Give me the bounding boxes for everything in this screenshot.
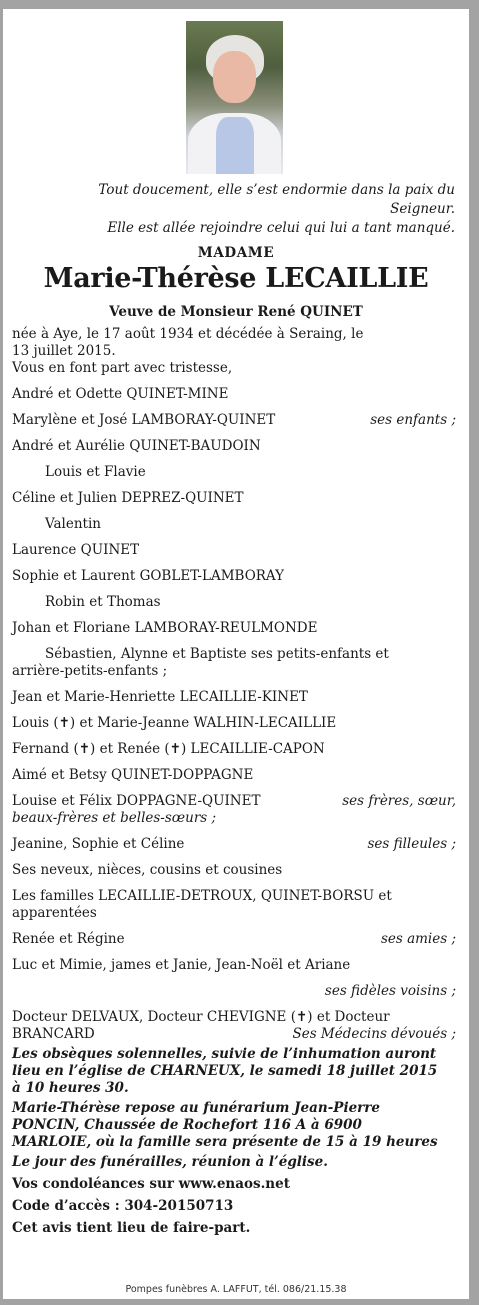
family-line: Docteur DELVAUX, Docteur CHEVIGNE (✝) et Docteur xyxy=(12,1009,390,1025)
funeral-home-footer: Pompes funèbres A. LAFFUT, tél. 086/21.15.38 xyxy=(125,1284,347,1295)
family-row xyxy=(12,836,456,853)
relation-note: Ses Médecins dévoués ; xyxy=(292,1026,456,1042)
funeral-info: lieu en l’église de CHARNEUX, le samedi 18 juillet 2015 xyxy=(12,1063,438,1079)
family-line: Ses neveux, nièces, cousins et cousines xyxy=(12,862,283,878)
family-line: Fernand (✝) et Renée (✝) LECAILLIE-CAPON xyxy=(12,741,325,757)
funeral-info: Marie-Thérèse repose au funérarium Jean-Pierre xyxy=(12,1100,380,1116)
family-row xyxy=(12,412,456,429)
funeral-info: Le jour des funérailles, réunion à l’église. xyxy=(12,1154,328,1170)
funeral-info: MARLOIE, où la famille sera présente de 15 à 19 heures xyxy=(12,1134,438,1150)
relation-note: ses filleules ; xyxy=(367,836,456,852)
family-line: Marylène et José LAMBORAY-QUINET xyxy=(12,412,276,428)
family-line: Jeanine, Sophie et Céline xyxy=(12,836,185,852)
widow-of: Veuve de Monsieur René QUINET xyxy=(109,304,363,320)
family-line: BRANCARD xyxy=(12,1026,95,1042)
family-row xyxy=(12,931,456,948)
birth-death-line: 13 juillet 2015. xyxy=(12,343,116,359)
birth-death-line: née à Aye, le 17 août 1934 et décédée à Seraing, le xyxy=(12,326,364,342)
verse-line: Seigneur. xyxy=(390,201,455,217)
family-line: apparentées xyxy=(12,905,97,921)
condolences-line: Vos condoléances sur www.enaos.net xyxy=(12,1176,290,1192)
portrait-photo xyxy=(186,21,283,174)
family-line: Laurence QUINET xyxy=(12,542,140,558)
notice-body xyxy=(12,326,456,1237)
funeral-info: à 10 heures 30. xyxy=(12,1080,129,1096)
verse-line: Elle est allée rejoindre celui qui lui a tant manqué. xyxy=(107,220,455,236)
family-line: Aimé et Betsy QUINET-DOPPAGNE xyxy=(12,767,254,783)
family-line: Jean et Marie-Henriette LECAILLIE-KINET xyxy=(12,689,308,705)
family-line: Robin et Thomas xyxy=(45,594,161,610)
verse-line: Tout doucement, elle s’est endormie dans la paix du xyxy=(98,182,455,198)
family-row xyxy=(12,793,456,810)
deceased-name: Marie-Thérèse LECAILLIE xyxy=(43,263,429,294)
family-line: Sophie et Laurent GOBLET-LAMBORAY xyxy=(12,568,285,584)
family-line: Renée et Régine xyxy=(12,931,125,947)
family-line: Johan et Floriane LAMBORAY-REULMONDE xyxy=(12,620,318,636)
access-code: Code d’accès : 304-20150713 xyxy=(12,1198,234,1214)
family-line: Louise et Félix DOPPAGNE-QUINET xyxy=(12,793,261,809)
family-line: André et Odette QUINET-MINE xyxy=(12,386,229,402)
family-line: Céline et Julien DEPREZ-QUINET xyxy=(12,490,244,506)
family-line: Valentin xyxy=(45,516,101,532)
family-row xyxy=(12,1026,456,1043)
verse xyxy=(55,181,455,238)
relation-note: ses enfants ; xyxy=(370,412,456,428)
family-line: Les familles LECAILLIE-DETROUX, QUINET-BORSU et xyxy=(12,888,392,904)
family-line: Louis et Flavie xyxy=(45,464,146,480)
family-line: Luc et Mimie, james et Janie, Jean-Noël et Ariane xyxy=(12,957,351,973)
family-line: Louis (✝) et Marie-Jeanne WALHIN-LECAILLIE xyxy=(12,715,337,731)
family-line: André et Aurélie QUINET-BAUDOIN xyxy=(12,438,261,454)
family-line: Sébastien, Alynne et Baptiste ses petits-enfants et xyxy=(45,646,389,662)
relation-note: ses frères, sœur, xyxy=(342,793,456,809)
obituary-notice xyxy=(3,9,469,1299)
title-prefix: MADAME xyxy=(197,245,275,261)
relation-note: beaux-frères et belles-sœurs ; xyxy=(12,810,217,826)
relation-note: ses amies ; xyxy=(380,931,456,947)
closing-note: Cet avis tient lieu de faire-part. xyxy=(12,1220,251,1236)
announcement: Vous en font part avec tristesse, xyxy=(12,360,233,376)
relation-note: ses fidèles voisins ; xyxy=(324,983,456,999)
family-line: arrière-petits-enfants ; xyxy=(12,663,168,679)
funeral-info: Les obsèques solennelles, suivie de l’inhumation auront xyxy=(12,1046,437,1062)
funeral-info: PONCIN, Chaussée de Rochefort 116 A à 6900 xyxy=(12,1117,362,1133)
